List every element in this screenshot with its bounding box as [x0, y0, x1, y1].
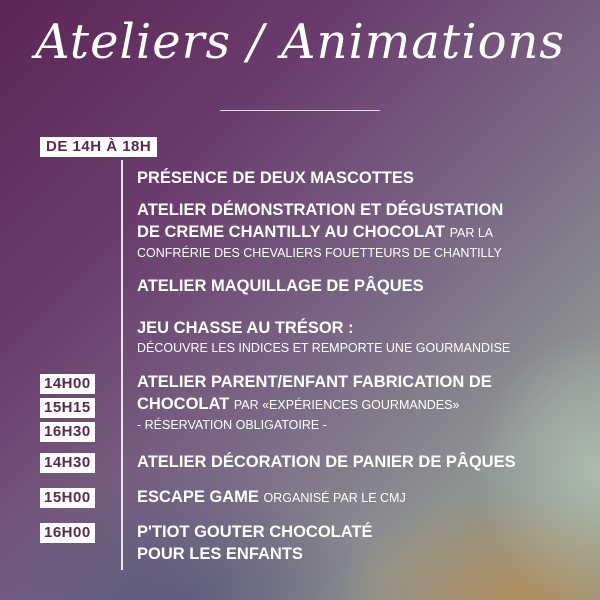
event-heading-line1: ATELIER PARENT/ENFANT FABRICATION DE	[137, 373, 492, 391]
title-divider	[220, 110, 380, 111]
event-subtext: CONFRÉRIE DES CHEVALIERS FOUETTEURS DE CHANTILLY	[137, 246, 502, 260]
event-basket-decoration	[137, 451, 592, 473]
event-mascots	[137, 167, 592, 189]
event-heading-line1: ATELIER DÉMONSTRATION ET DÉGUSTATION	[137, 201, 504, 219]
event-chantilly	[137, 199, 592, 262]
time-badge-1500: 15H00	[40, 488, 95, 508]
event-heading-line2: DE CREME CHANTILLY AU CHOCOLAT	[137, 223, 446, 241]
time-badge-1515: 15H15	[40, 398, 95, 418]
event-escape-game	[137, 486, 592, 509]
event-kids-snack	[137, 521, 592, 565]
event-heading-line2: POUR LES ENFANTS	[137, 545, 303, 563]
event-heading: ATELIER DÉCORATION DE PANIER DE PÂQUES	[137, 453, 516, 471]
event-heading: ESCAPE GAME	[137, 488, 259, 506]
page-title: Ateliers / Animations	[34, 14, 566, 70]
event-chocolate-workshop	[137, 371, 592, 434]
time-badge-1430: 14H30	[40, 453, 95, 473]
time-badge-1630: 16H30	[40, 422, 95, 442]
time-badge-1400: 14H00	[40, 374, 95, 394]
event-heading-line2: CHOCOLAT	[137, 395, 230, 413]
event-inline-note: PAR LA	[449, 226, 494, 240]
event-subtext: - RÉSERVATION OBLIGATOIRE -	[137, 418, 327, 432]
time-range-badge: DE 14H À 18H	[40, 137, 157, 157]
timeline-line	[121, 160, 123, 570]
event-heading: PRÉSENCE DE DEUX MASCOTTES	[137, 169, 414, 187]
event-inline-note: PAR «EXPÉRIENCES GOURMANDES»	[233, 398, 460, 412]
event-inline-note: ORGANISÉ PAR LE CMJ	[263, 491, 406, 505]
event-subtext: DÉCOUVRE LES INDICES ET REMPORTE UNE GOURMANDISE	[137, 341, 511, 355]
event-heading-line1: P'TIOT GOUTER CHOCOLATÉ	[137, 523, 373, 541]
time-badge-1600: 16H00	[40, 523, 95, 543]
event-heading: JEU CHASSE AU TRÉSOR :	[137, 319, 354, 337]
event-heading: ATELIER MAQUILLAGE DE PÂQUES	[137, 277, 424, 295]
event-makeup	[137, 275, 592, 297]
event-treasure-hunt	[137, 317, 592, 357]
